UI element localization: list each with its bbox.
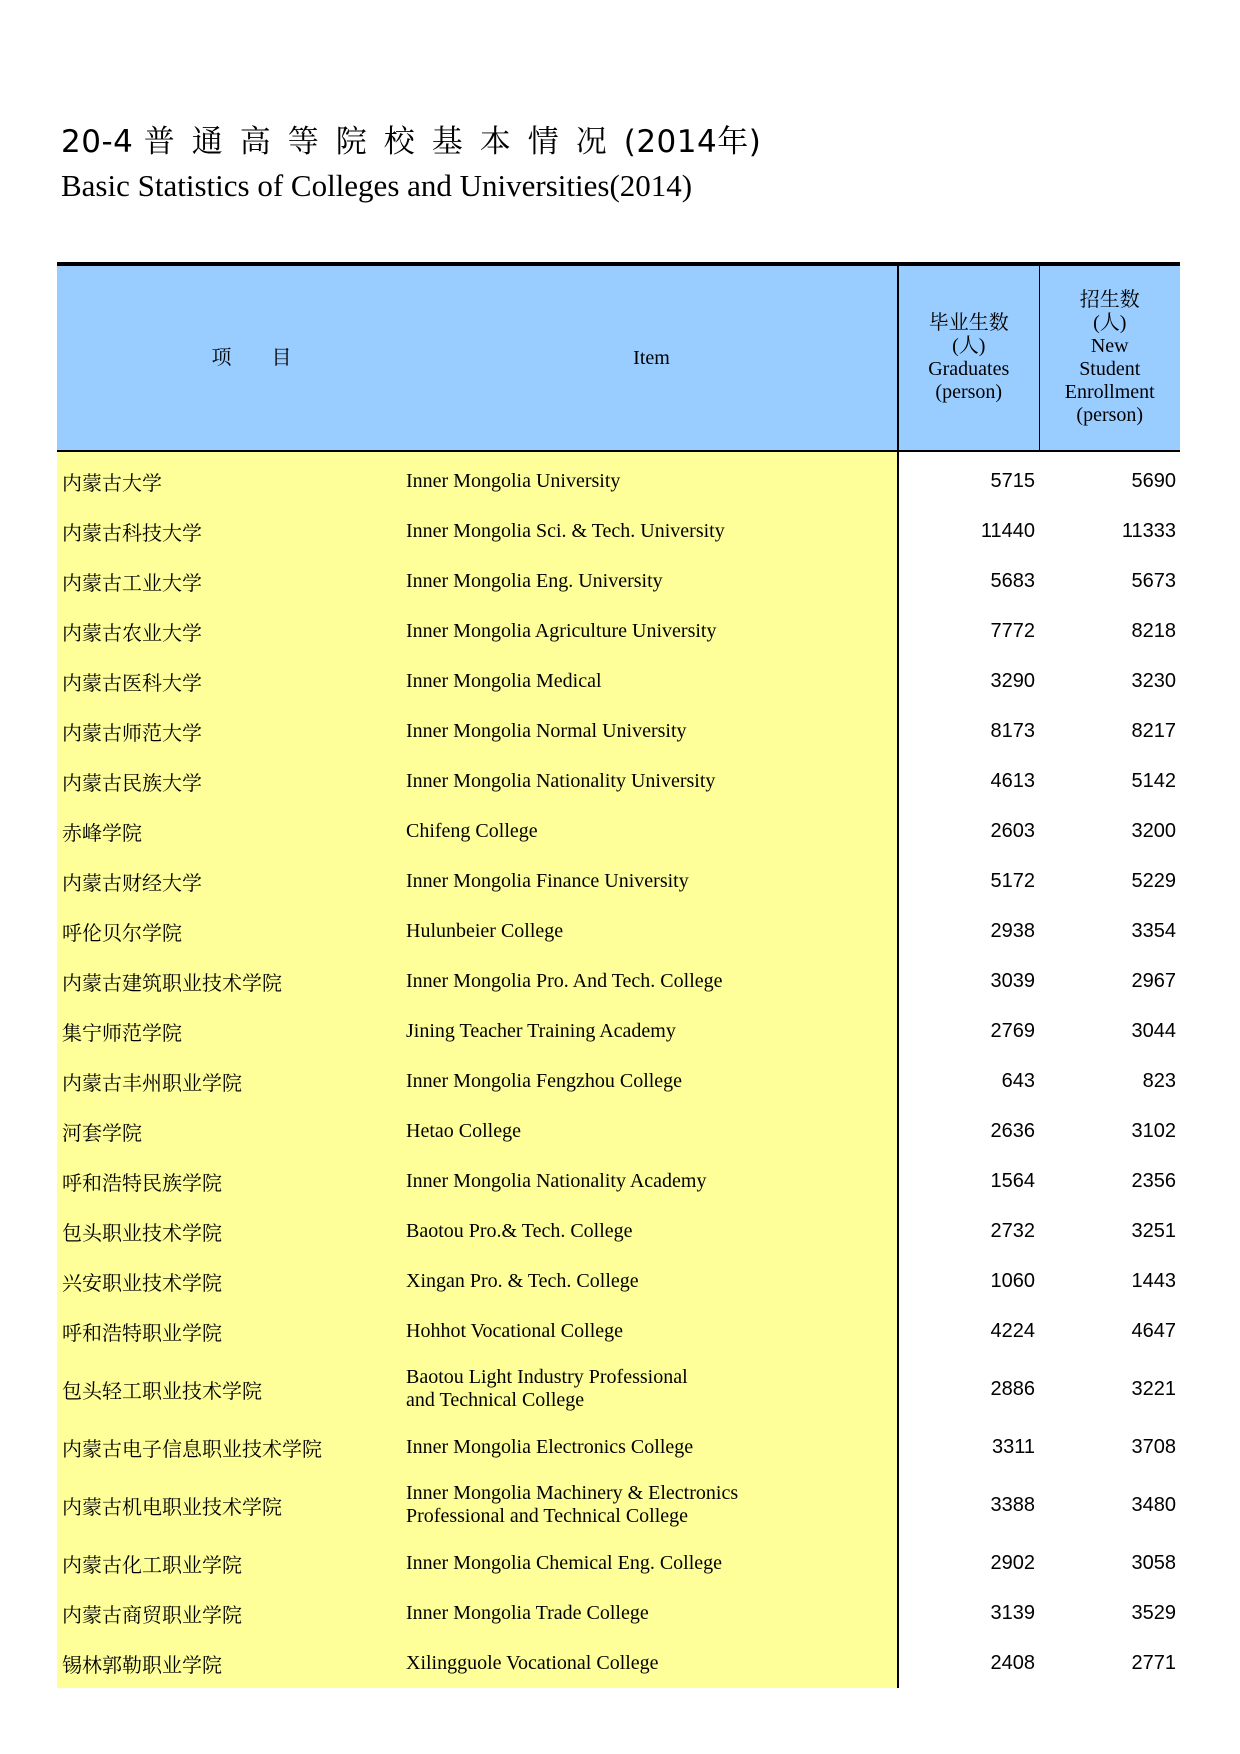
institution-name-english	[406, 906, 898, 956]
institution-name-english-line: Xilingguole Vocational College	[406, 1651, 659, 1674]
table-row	[57, 556, 1180, 606]
table-body	[57, 451, 1180, 1688]
enrollment-value: 2967	[1131, 969, 1176, 992]
institution-name-english-line: Inner Mongolia Eng. University	[406, 569, 663, 592]
institution-name-english	[406, 806, 898, 856]
institution-name-english-line: Inner Mongolia Pro. And Tech. College	[406, 969, 723, 992]
institution-name-chinese: 内蒙古财经大学	[57, 856, 406, 906]
page-title-english: Basic Statistics of Colleges and Universities(2014)	[61, 168, 693, 203]
table-row	[57, 606, 1180, 656]
table-row	[57, 706, 1180, 756]
enrollment-value: 5229	[1131, 869, 1176, 892]
table-row	[57, 956, 1180, 1006]
institution-name-english-line: Inner Mongolia Machinery & Electronics	[406, 1482, 739, 1504]
graduates-value: 3039	[898, 956, 1039, 1006]
institution-name-chinese: 内蒙古科技大学	[57, 506, 406, 556]
graduates-value: 4613	[898, 756, 1039, 806]
header-item-chinese: 项 目	[57, 264, 406, 451]
institution-name-chinese: 内蒙古医科大学	[57, 656, 406, 706]
graduates-value: 1060	[898, 1256, 1039, 1306]
institution-name-chinese: 包头轻工职业技术学院	[57, 1356, 406, 1422]
table-row	[57, 451, 1180, 506]
header-item-english: Item	[406, 264, 898, 451]
institution-name-english	[406, 451, 898, 506]
enrollment-value: 3354	[1131, 919, 1176, 942]
institution-name-english	[406, 1588, 898, 1638]
table-row	[57, 1156, 1180, 1206]
institution-name-english-line: Inner Mongolia Normal University	[406, 719, 687, 742]
enrollment-value: 11333	[1121, 519, 1176, 542]
enrollment-value: 2771	[1131, 1651, 1176, 1674]
institution-name-english	[406, 1538, 898, 1588]
institution-name-english-line: Professional and Technical College	[406, 1505, 689, 1527]
institution-name-english-line: Xingan Pro. & Tech. College	[406, 1269, 639, 1292]
graduates-value: 5683	[898, 556, 1039, 606]
institution-name-chinese: 内蒙古丰州职业学院	[57, 1056, 406, 1106]
institution-name-english	[406, 1306, 898, 1356]
table-row	[57, 806, 1180, 856]
enrollment-value: 3102	[1131, 1119, 1176, 1142]
institution-name-english-line: Inner Mongolia University	[406, 469, 621, 492]
institution-name-chinese: 河套学院	[57, 1106, 406, 1156]
institution-name-english	[406, 1638, 898, 1688]
institution-name-english	[406, 856, 898, 906]
institution-name-english-line: Baotou Pro.& Tech. College	[406, 1219, 633, 1242]
institution-name-chinese: 内蒙古电子信息职业技术学院	[57, 1422, 406, 1472]
institution-name-english	[406, 1206, 898, 1256]
title-chinese-text: 普通高等院校基本情况	[143, 124, 624, 160]
enrollment-value: 3480	[1131, 1493, 1176, 1516]
enrollment-value: 3251	[1131, 1219, 1176, 1242]
institution-name-chinese: 内蒙古机电职业技术学院	[57, 1472, 406, 1538]
institution-name-english	[406, 706, 898, 756]
enrollment-value: 4647	[1131, 1319, 1176, 1342]
graduates-value: 2603	[898, 806, 1039, 856]
graduates-value: 2769	[898, 1006, 1039, 1056]
institution-name-english-line: Inner Mongolia Agriculture University	[406, 619, 717, 642]
institution-name-english-line: Inner Mongolia Sci. & Tech. University	[406, 519, 725, 542]
graduates-value: 5172	[898, 856, 1039, 906]
institution-name-english	[406, 1006, 898, 1056]
enrollment-value: 3708	[1131, 1435, 1176, 1458]
institution-name-chinese: 赤峰学院	[57, 806, 406, 856]
institution-name-english-line: Inner Mongolia Trade College	[406, 1601, 649, 1624]
enrollment-value: 5673	[1131, 569, 1176, 592]
institution-name-english-line: Chifeng College	[406, 819, 538, 842]
institution-name-english	[406, 506, 898, 556]
graduates-value: 2408	[898, 1638, 1039, 1688]
table-row	[57, 1638, 1180, 1688]
institution-name-english	[406, 1056, 898, 1106]
institution-name-english	[406, 556, 898, 606]
institution-name-english	[406, 956, 898, 1006]
graduates-value: 3388	[898, 1472, 1039, 1538]
enrollment-value: 3058	[1131, 1551, 1176, 1574]
institution-name-english	[406, 1106, 898, 1156]
table-row	[57, 1006, 1180, 1056]
enrollment-value: 2356	[1131, 1169, 1176, 1192]
institution-name-english	[406, 606, 898, 656]
graduates-value: 3139	[898, 1588, 1039, 1638]
page-title-chinese	[61, 116, 761, 161]
institution-name-chinese: 呼和浩特民族学院	[57, 1156, 406, 1206]
table-row	[57, 1256, 1180, 1306]
table-row	[57, 906, 1180, 956]
institution-name-english	[406, 1256, 898, 1306]
graduates-value: 4224	[898, 1306, 1039, 1356]
institution-name-chinese: 集宁师范学院	[57, 1006, 406, 1056]
table-row	[57, 506, 1180, 556]
graduates-value: 2902	[898, 1538, 1039, 1588]
table-row	[57, 1538, 1180, 1588]
graduates-value: 643	[898, 1056, 1039, 1106]
graduates-value: 7772	[898, 606, 1039, 656]
institution-name-english	[406, 656, 898, 706]
institution-name-english-line: Hetao College	[406, 1119, 521, 1142]
institution-name-chinese: 内蒙古师范大学	[57, 706, 406, 756]
institution-name-english-line: Inner Mongolia Nationality Academy	[406, 1169, 707, 1192]
institution-name-english-line: Inner Mongolia Nationality University	[406, 769, 716, 792]
enrollment-value: 3200	[1131, 819, 1176, 842]
institution-name-chinese: 内蒙古大学	[57, 451, 406, 506]
institution-name-english	[406, 1356, 898, 1422]
table-row	[57, 656, 1180, 706]
institution-name-english-line: Inner Mongolia Medical	[406, 669, 602, 692]
graduates-value: 2938	[898, 906, 1039, 956]
table-row	[57, 1356, 1180, 1422]
table-header-row	[57, 264, 1180, 451]
institution-name-english-line: Inner Mongolia Fengzhou College	[406, 1069, 683, 1092]
enrollment-value: 8217	[1131, 719, 1176, 742]
table-row	[57, 1472, 1180, 1538]
institution-name-chinese: 呼伦贝尔学院	[57, 906, 406, 956]
table-row	[57, 1422, 1180, 1472]
enrollment-value: 1443	[1131, 1269, 1176, 1292]
institution-name-chinese: 内蒙古商贸职业学院	[57, 1588, 406, 1638]
graduates-value: 3311	[898, 1422, 1039, 1472]
institution-name-english-line: and Technical College	[406, 1389, 585, 1411]
institution-name-english-line: Inner Mongolia Chemical Eng. College	[406, 1551, 723, 1574]
table-row	[57, 1206, 1180, 1256]
title-year: (2014年)	[623, 124, 762, 160]
table-row	[57, 1106, 1180, 1156]
table-row	[57, 1306, 1180, 1356]
enrollment-value: 5690	[1131, 469, 1176, 492]
statistics-table	[57, 262, 1180, 1688]
institution-name-english-line: Inner Mongolia Electronics College	[406, 1435, 694, 1458]
enrollment-value: 823	[1142, 1069, 1176, 1092]
institution-name-english	[406, 1156, 898, 1206]
table-row	[57, 856, 1180, 906]
institution-name-chinese: 内蒙古化工职业学院	[57, 1538, 406, 1588]
institution-name-chinese: 包头职业技术学院	[57, 1206, 406, 1256]
institution-name-english-line: Jining Teacher Training Academy	[406, 1019, 676, 1042]
enrollment-value: 8218	[1131, 619, 1176, 642]
enrollment-value: 3221	[1131, 1377, 1176, 1400]
institution-name-chinese: 内蒙古建筑职业技术学院	[57, 956, 406, 1006]
header-graduates: 毕业生数 (人) Graduates (person)	[898, 264, 1039, 451]
institution-name-chinese: 兴安职业技术学院	[57, 1256, 406, 1306]
table-number: 20-4	[61, 124, 134, 160]
institution-name-chinese: 内蒙古农业大学	[57, 606, 406, 656]
institution-name-chinese: 内蒙古民族大学	[57, 756, 406, 806]
graduates-value: 2886	[898, 1356, 1039, 1422]
institution-name-english-line: Hohhot Vocational College	[406, 1319, 624, 1342]
enrollment-value: 3044	[1131, 1019, 1176, 1042]
graduates-value: 8173	[898, 706, 1039, 756]
institution-name-english	[406, 756, 898, 806]
institution-name-chinese: 呼和浩特职业学院	[57, 1306, 406, 1356]
enrollment-value: 3529	[1131, 1601, 1176, 1624]
graduates-value: 3290	[898, 656, 1039, 706]
graduates-value: 2732	[898, 1206, 1039, 1256]
table-row	[57, 1588, 1180, 1638]
graduates-value: 5715	[898, 451, 1039, 506]
graduates-value: 1564	[898, 1156, 1039, 1206]
institution-name-english	[406, 1472, 898, 1538]
graduates-value: 11440	[898, 506, 1039, 556]
institution-name-english-line: Hulunbeier College	[406, 919, 564, 942]
institution-name-english-line: Inner Mongolia Finance University	[406, 869, 689, 892]
enrollment-value: 3230	[1131, 669, 1176, 692]
graduates-value: 2636	[898, 1106, 1039, 1156]
table-row	[57, 1056, 1180, 1106]
header-enrollment: 招生数 (人) New Student Enrollment (person)	[1039, 264, 1180, 451]
institution-name-chinese: 锡林郭勒职业学院	[57, 1638, 406, 1688]
institution-name-chinese: 内蒙古工业大学	[57, 556, 406, 606]
table-row	[57, 756, 1180, 806]
institution-name-english-line: Baotou Light Industry Professional	[406, 1366, 688, 1388]
enrollment-value: 5142	[1131, 769, 1176, 792]
institution-name-english	[406, 1422, 898, 1472]
